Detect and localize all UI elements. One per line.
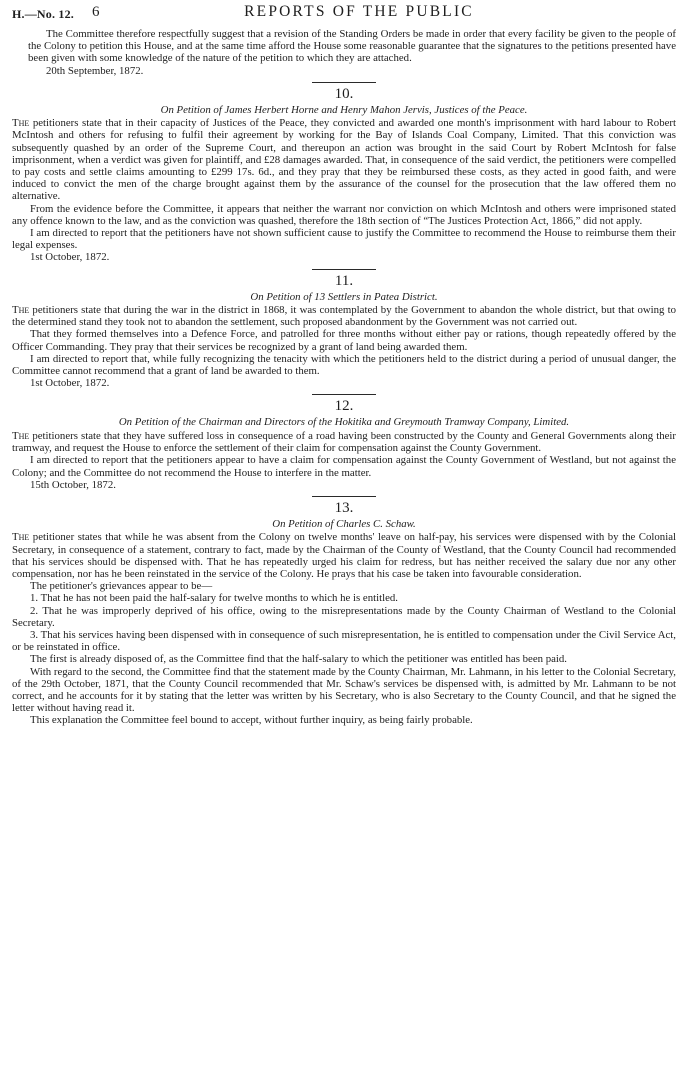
section-paragraph: I am directed to report that the petitioners appear to have a claim for compensation against the County Government of Westland, but not against the Colony; and the Committee do not recommend the House to interfere in the matter. <box>12 454 676 479</box>
section-paragraph: With regard to the second, the Committee find that the statement made by the County Chairman, Mr. Lahmann, in his letter to the Colonial Secretary, of the 29th October, 1871, that the County Council recommended that Mr. Schaw's services be dispensed with, is admitted by Mr. Lahmann to be not correct, and he accounts for it by stating that the letter was written by his Secretary, who is also Secretary to the County Council, and that he signed the letter without having read it. <box>12 665 676 715</box>
section-11 <box>12 269 676 390</box>
lead-word: The <box>12 531 30 544</box>
section-paragraph: I am directed to report that the petitioners have not shown sufficient cause to justify the Committee to recommend the House to reimburse them their legal expenses. <box>12 227 676 252</box>
section-paragraph: From the evidence before the Committee, it appears that neither the warrant nor conviction on which McIntosh and others were imprisoned stated any offence known to the law, and as the conviction was quashed, therefore the 18th section of “The Justices Protection Act, 1866,” did not apply. <box>12 202 676 227</box>
section-divider <box>312 496 376 497</box>
section-date: 1st October, 1872. <box>30 251 110 264</box>
section-13 <box>12 496 676 727</box>
section-paragraph: I am directed to report that, while fully recognizing the tenacity with which the petitioners held to the district during a period of unusual danger, the Committee cannot recommend that a grant of land be awarded to them. <box>12 352 676 378</box>
grievance-item-2: 2. That he was improperly deprived of his office, owing to the misrepresentations made by the County Chairman of Westland to the Colonial Secretary. <box>12 604 676 629</box>
section-title: On Petition of the Chairman and Directors of the Hokitika and Greymouth Tramway Company, Limited. <box>118 416 570 429</box>
section-number: 10. <box>334 85 354 102</box>
section-date: 1st October, 1872. <box>30 377 110 390</box>
grievance-item-3: 3. That his services having been dispensed with in consequence of such misrepresentation, he is entitled to compensation under the Civil Service Act, or be reinstated in office. <box>12 628 676 654</box>
section-number: 12. <box>334 398 354 415</box>
intro-block <box>12 28 676 77</box>
grievance-item-1: 1. That he has not been paid the half-salary for twelve months to which he is entitled. <box>30 592 398 605</box>
section-title: On Petition of Charles C. Schaw. <box>272 517 416 530</box>
section-date: 15th October, 1872. <box>30 478 116 491</box>
section-number: 13. <box>334 499 354 516</box>
section-first-paragraph: The petitioners state that during the war in the district in 1868, it was contemplated by the Government to abandon the whole district, but that owing to the determined stand they took not to abandon the settlement, such proposed abandonment by the Government was not carried out. <box>12 304 676 329</box>
section-number: 11. <box>334 272 354 289</box>
page-number: 6 <box>92 4 100 20</box>
section-divider <box>312 82 376 83</box>
section-divider <box>312 269 376 270</box>
page-header <box>12 3 676 28</box>
section-paragraph: That they formed themselves into a Defence Force, and patrolled for three months without either pay or rations, though repeatedly offered by the Officer Commanding. They pray that their services be recognized by a grant of land being awarded them. <box>12 328 676 353</box>
section-paragraph: This explanation the Committee feel bound to accept, without further inquiry, as being fairly probable. <box>30 714 473 727</box>
section-paragraph: The petitioner's grievances appear to be— <box>30 580 213 593</box>
document-reference: H.—No. 12. <box>12 7 74 21</box>
lead-word: The <box>12 117 30 130</box>
section-title: On Petition of James Herbert Horne and Henry Mahon Jervis, Justices of the Peace. <box>160 103 528 116</box>
section-paragraph: The first is already disposed of, as the Committee find that the half-salary to which the petitioner was entitled has been paid. <box>30 653 567 666</box>
section-first-paragraph: The petitioners state that in their capacity of Justices of the Peace, they convicted and awarded one month's imprisonment with hard labour to Robert McIntosh and others for refusing to fulfil their agreement by working for the Bay of Islands Coal Company, Limited. That this conviction was subsequently quashed by an order of the Supreme Court, and thereupon an action was brought in the said Court by Robert McIntosh for false imprisonment, when a verdict was given for plaintiff, and £28 damages awarded. That, in consequence of the said verdict, the petitioners were compelled to pay costs and settle claims amounting to £299 17s. 6d., and they pray that they be reimbursed these costs, as they acted in good faith, and were induced to convict the men of the charge brought against them by the assurance of the counsel for the prosecution that the law offered them no alternative. <box>12 117 676 203</box>
section-10 <box>12 82 676 264</box>
lead-word: The <box>12 304 30 317</box>
section-first-paragraph: The petitioners state that they have suffered loss in consequence of a road having been constructed by the County and General Governments along their tramway, and request the House to enforce the settlement of their claim for compensation against the County Government. <box>12 429 676 455</box>
section-12 <box>12 394 676 490</box>
section-title: On Petition of 13 Settlers in Patea District. <box>250 290 438 303</box>
intro-date: 20th September, 1872. <box>46 64 144 77</box>
running-title: REPORTS OF THE PUBLIC <box>244 3 474 20</box>
section-first-paragraph: The petitioner states that while he was absent from the Colony on twelve months' leave on half-pay, his services were dispensed with by the Colonial Secretary, in consequence of a statement, contrary to fact, made by the Chairman of the County of Westland, that the County Council had recommended that his services should be dispensed with. That he has repeatedly urged his claim for redress, but has neither received the salary due nor any other compensation, nor has he been reinstated in the service of the Colony. He prays that his case be taken into favourable consideration. <box>12 531 676 580</box>
section-divider <box>312 394 376 395</box>
lead-word: The <box>12 429 30 442</box>
intro-paragraph: The Committee therefore respectfully suggest that a revision of the Standing Orders be made in order that every facility be given to the people of the Colony to petition this House, and at the same time afford the House some reasonable guarantee that the signatures to the petitions presented have been given with some knowledge of the nature of the petition to which they are attached. <box>28 28 676 65</box>
